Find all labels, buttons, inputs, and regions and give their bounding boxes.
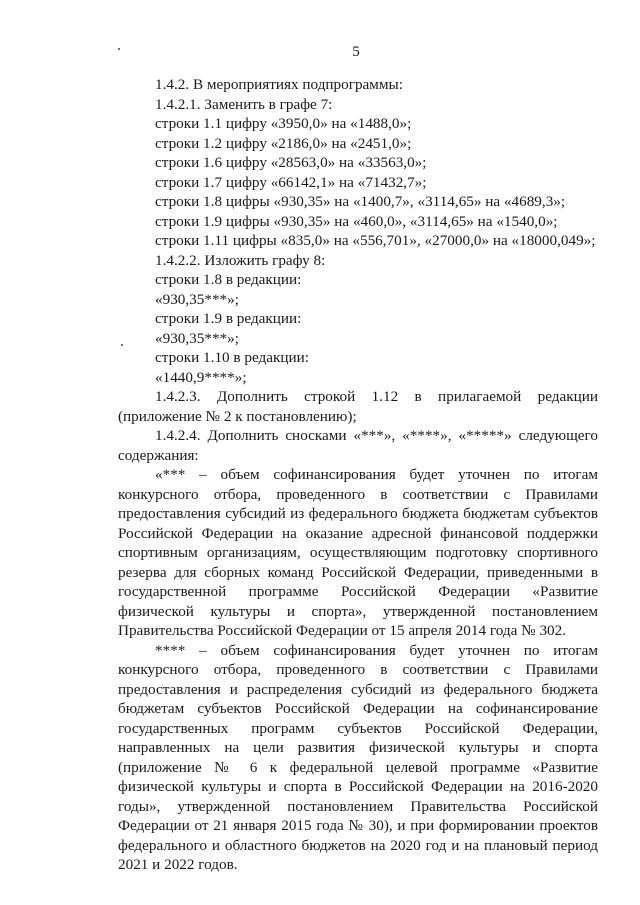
- replace-row-1-8: строки 1.8 цифры «930,35» на «1400,7», «3114,65» на «4689,3»;: [155, 193, 566, 210]
- page-number: 5: [352, 44, 360, 60]
- row-1-9-heading: строки 1.9 в редакции:: [155, 310, 302, 327]
- replace-row-1-11: строки 1.11 цифры «835,0» на «556,701», «27000,0» на «18000,049»;: [155, 232, 596, 249]
- replace-row-1-2: строки 1.2 цифру «2186,0» на «2451,0»;: [155, 134, 412, 152]
- paragraph-1-4-2-3: 1.4.2.3. Дополнить строкой 1.12 в прилагаемой редакции (приложение № 2 к постановлению);: [118, 388, 598, 425]
- row-1-10-value: «1440,9****»;: [155, 368, 247, 386]
- replace-row-1-6: строки 1.6 цифру «28563,0» на «33563,0»;: [155, 154, 427, 171]
- row-1-9-value: «930,35***»;: [155, 329, 239, 347]
- paragraph-1-4-2-4: 1.4.2.4. Дополнить сносками «***», «****», «*****» следующего содержания:: [118, 427, 598, 464]
- item-1-4-2: 1.4.2. В мероприятиях подпрограммы:: [155, 76, 403, 93]
- replace-row-1-9: строки 1.9 цифры «930,35» на «460,0», «3114,65» на «1540,0»;: [155, 212, 558, 230]
- document-body: [118, 75, 598, 875]
- item-1-4-2-2: 1.4.2.2. Изложить графу 8:: [155, 251, 326, 269]
- replace-row-1-7: строки 1.7 цифру «66142,1» на «71432,7»;: [155, 173, 427, 191]
- row-1-8-heading: строки 1.8 в редакции:: [155, 271, 302, 288]
- row-1-8-value: «930,35***»;: [155, 290, 239, 308]
- footnote-four-stars: **** – объем софинансирования будет уточнен по итогам конкурсного отбора, проведенного в соответствии с Правилами предоставления и распределения субсидий из федерального бюджета бюджетам субъектов Российской Федерации на софинансирование государственных программ субъектов Российской Федерации, направленных на цели развития физической культуры и спорта (приложение № 6 к федеральной целевой программе «Развитие физической культуры и спорта в Российской Федерации на 2016-2020 годы», утвержденной постановлением Правительства Российской Федерации от 21 января 2015 года № 30), и при формировании проектов федерального и областного бюджетов на 2020 год и на плановый период 2021 и 2022 годов.: [118, 641, 598, 873]
- replace-row-1-1: строки 1.1 цифру «3950,0» на «1488,0»;: [155, 115, 412, 132]
- footnote-three-stars: «*** – объем софинансирования будет уточнен по итогам конкурсного отбора, проведенного в соответствии с Правилами предоставления субсидий из федерального бюджета бюджетам субъектов Российской Федерации на оказание адресной финансовой поддержки спортивным организациям, осуществляющим подготовку спортивного резерва для сборных команд Российской Федерации, приведенными в государственной программе Российской Федерации «Развитие физической культуры и спорта», утвержденной постановлением Правительства Российской Федерации от 15 апреля 2014 года № 302.: [118, 466, 598, 639]
- row-1-10-heading: строки 1.10 в редакции:: [155, 349, 309, 366]
- item-1-4-2-1: 1.4.2.1. Заменить в графе 7:: [155, 95, 333, 113]
